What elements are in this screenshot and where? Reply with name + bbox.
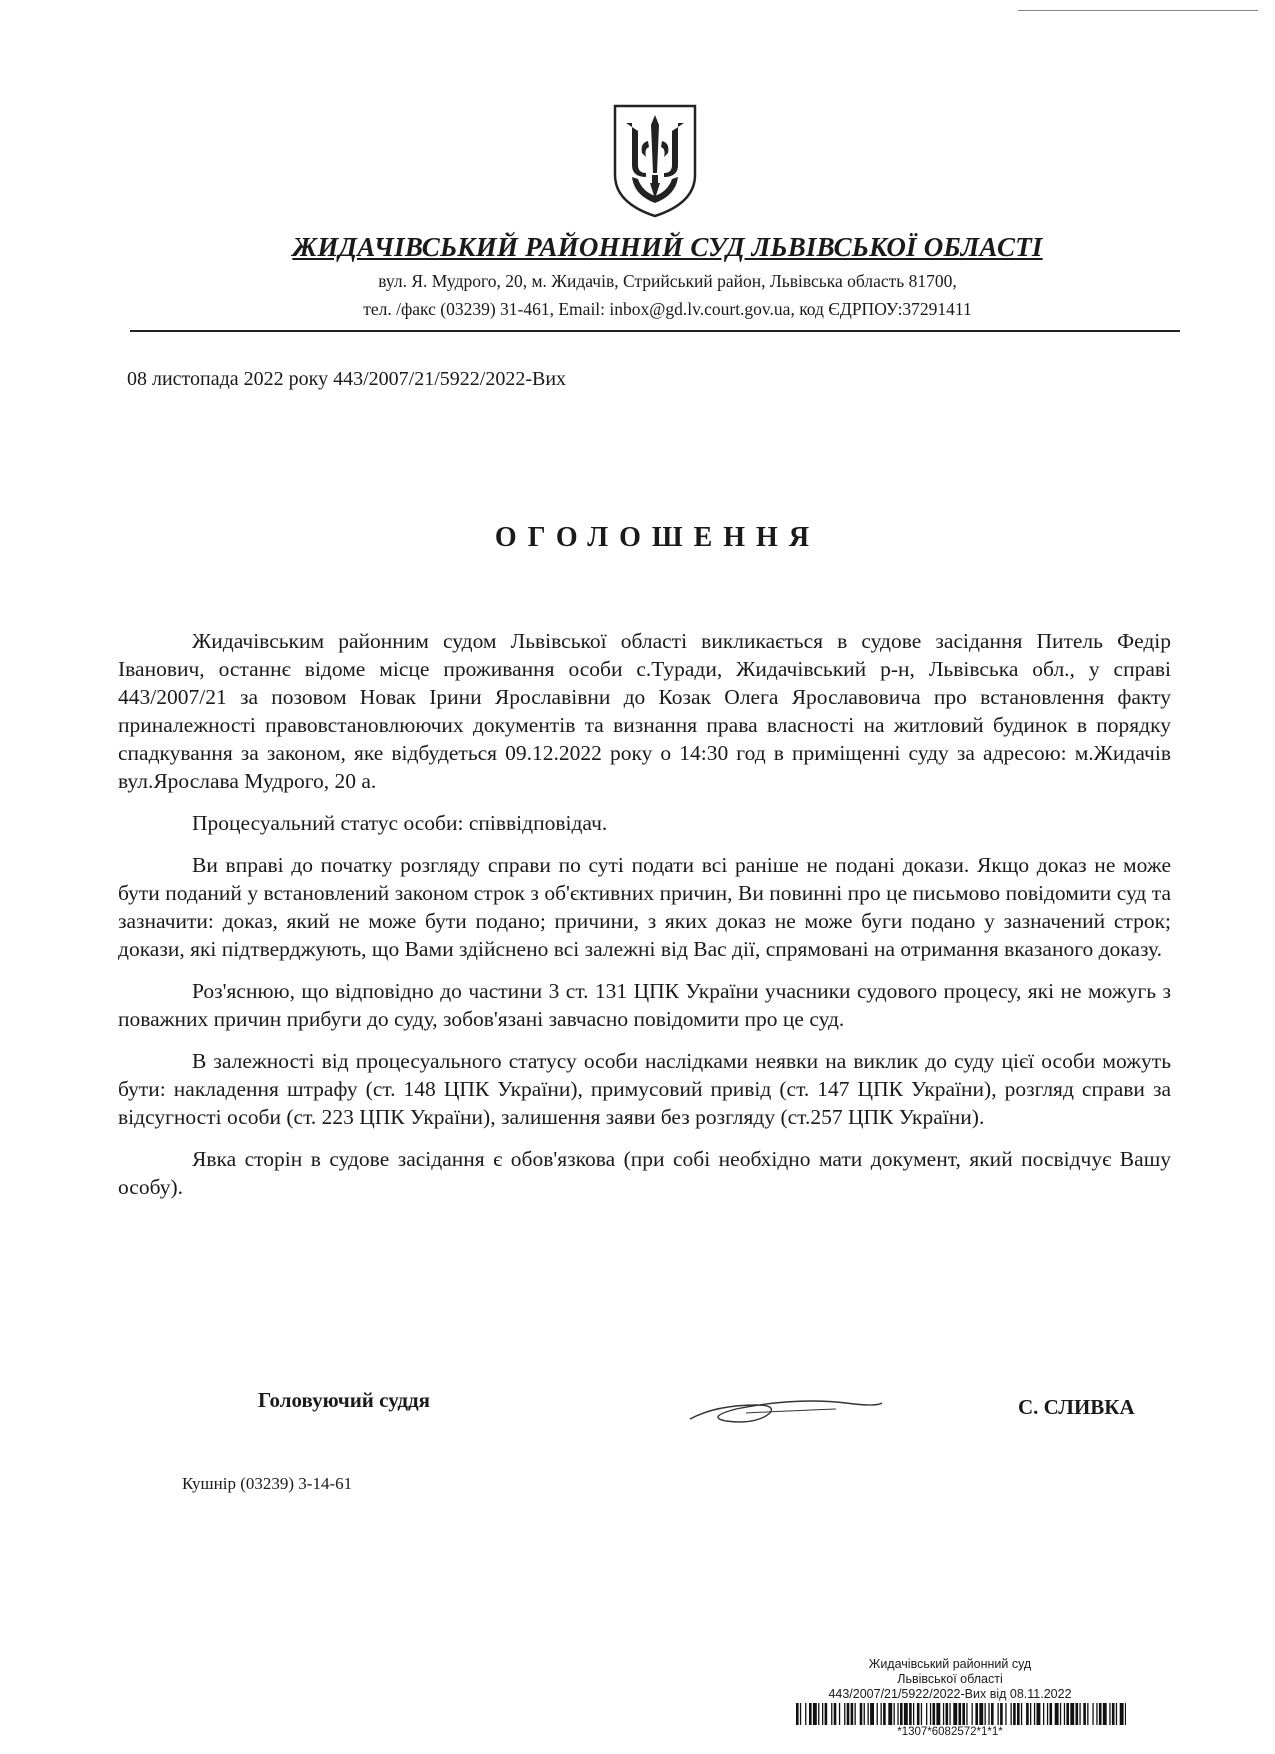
stamp-region: Львівської області (897, 1672, 1003, 1686)
barcode-number: *1307*6082572*1*1* (897, 1726, 1003, 1738)
signature-role: Головуючий суддя (258, 1388, 430, 1412)
handwritten-signature (686, 1383, 886, 1433)
body-paragraph: Жидачівським районним судом Львівської області викликається в судове засідання Питель Федір Іванович, останнє відоме місце проживання особи с.Туради, Жидачівський р-н, Львівська обл., у справі 443/2007/21 за позовом Новак Ірини Ярославівни до Козак Олега Ярославовича про встановлення факту приналежності правовстановлюючих документів та визнання права власності на житловий будинок в порядку спадкування за законом, яке відбудеться 09.12.2022 року о 14:30 год в приміщенні суду за адресою: м.Жидачів вул.Ярослава Мудрого, 20 а. (118, 629, 1171, 793)
court-name: ЖИДАЧІВСЬКИЙ РАЙОННИЙ СУД ЛЬВІВСЬКОЇ ОБЛАСТІ (292, 232, 1043, 262)
ukraine-trident-icon (612, 103, 698, 219)
body-paragraph: Процесуальний статус особи: співвідповідач. (192, 811, 608, 835)
signature-name: С. СЛИВКА (1018, 1395, 1135, 1419)
document-title: ОГОЛОШЕННЯ (494, 522, 821, 553)
body-paragraph: В залежності від процесуального статусу особи наслідками неявки на виклик до суду цієї особи можуть бути: накладення штрафу (ст. 148 ЦПК України), примусовий привід (ст. 147 ЦПК України), розгляд справи за відсугності особи (ст. 223 ЦПК України), залишення заяви без розгляду (ст.257 ЦПК України). (118, 1049, 1171, 1129)
header-divider (130, 330, 1180, 332)
registration-stamp (800, 1657, 1100, 1702)
body-paragraph: Явка сторін в судове засідання є обов'язкова (при собі необхідно мати документ, який посвідчує Вашу особу). (118, 1147, 1171, 1199)
body-paragraph: Роз'яснюю, що відповідно до частини 3 ст. 131 ЦПК України учасники судового процесу, які не можугь з поважних причин прибуги до суду, зобов'язані завчасно повідомити про це суд. (118, 979, 1171, 1031)
executor-contact: Кушнір (03239) 3-14-61 (182, 1474, 353, 1493)
scan-edge-line (1018, 10, 1258, 11)
barcode (796, 1703, 1126, 1725)
document-body (118, 627, 1171, 1215)
stamp-court: Жидачівський районний суд (868, 1657, 1032, 1671)
court-address: вул. Я. Мудрого, 20, м. Жидачів, Стрийський район, Львівська область 81700, (378, 271, 957, 291)
stamp-reference: 443/2007/21/5922/2022-Вих від 08.11.2022 (828, 1687, 1072, 1701)
body-paragraph: Ви вправі до початку розгляду справи по суті подати всі раніше не подані докази. Якщо доказ не може бути поданий у встановлений законом строк з об'єктивних причин, Ви повинні про це письмово повідомити суд та зазначити: доказ, який не може бути подано; причини, з яких доказ не може буги подано у зазначений строк; докази, які підтверджують, що Вами здійснено всі залежні від Вас дії, спрямовані на отримання вказаного доказу. (118, 853, 1171, 961)
document-reference: 08 листопада 2022 року 443/2007/21/5922/2022-Вих (127, 368, 567, 390)
court-contacts: тел. /факс (03239) 31-461, Email: inbox@gd.lv.court.gov.ua, код ЄДРПОУ:37291411 (363, 299, 972, 319)
